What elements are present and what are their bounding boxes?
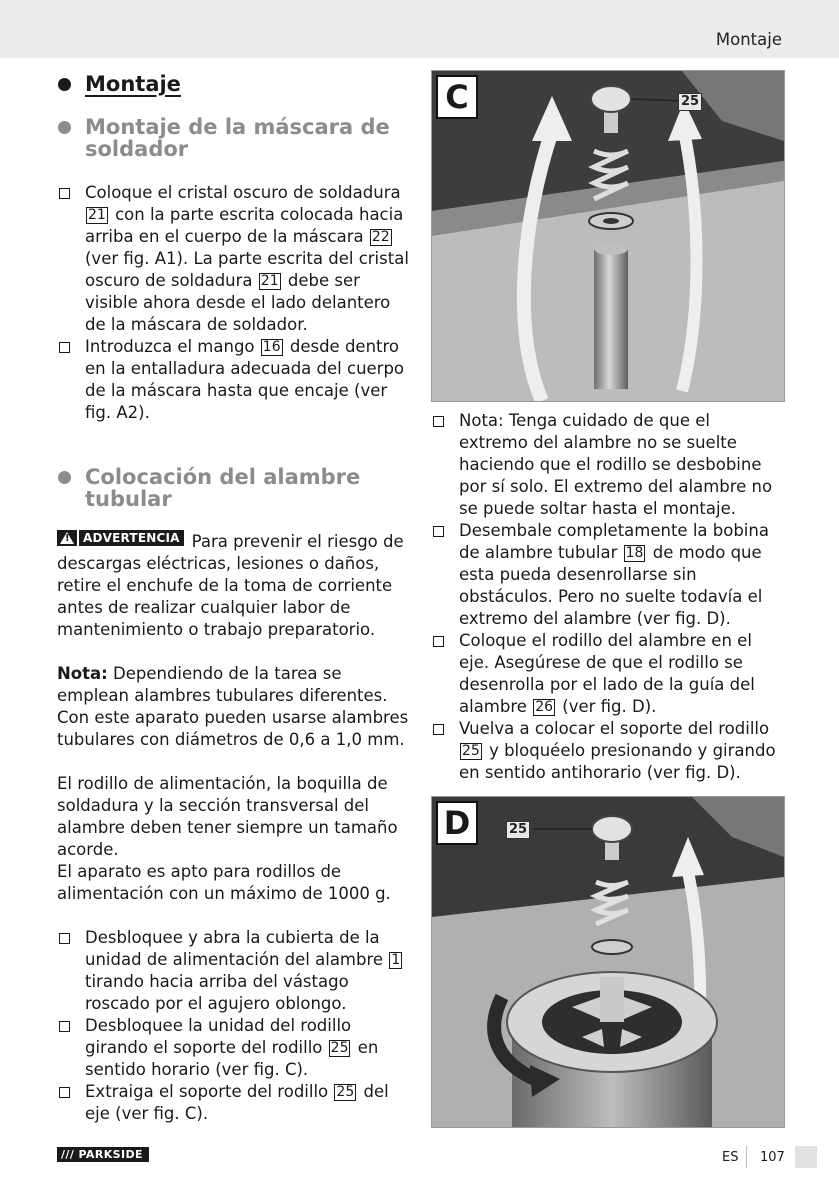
left-column: [57, 72, 409, 1125]
part-ref: 25: [330, 1040, 349, 1056]
figure-c: [431, 70, 785, 402]
checkbox-bullet-icon: [59, 1087, 70, 1098]
checkbox-bullet-icon: [433, 636, 444, 647]
right-column: [431, 70, 783, 1128]
list-item: Introduzca el mango 16 desde dentro en la entalladura adecuada del cuerpo de la máscara hasta que encaje (ver fig. A2).: [57, 336, 409, 424]
heading-bullet-icon: [58, 78, 71, 91]
part-ref: 25: [336, 1084, 355, 1100]
paragraph-capacity: El aparato es apto para rodillos de alimentación con un máximo de 1000 g.: [57, 862, 391, 903]
brand-logo: /// PARKSIDE: [57, 1147, 149, 1162]
heading-bullet-icon: [58, 471, 71, 484]
checkbox-bullet-icon: [59, 188, 70, 199]
list-item: Desembale completamente la bobina de alambre tubular 18 de modo que esta pueda desenrollarse sin obstáculos. Pero no suelte todavía el extremo del alambre (ver fig. D).: [431, 520, 783, 630]
part-ref: 21: [88, 207, 106, 223]
checkbox-bullet-icon: [59, 933, 70, 944]
note-paragraph: Nota: Dependiendo de la tarea se emplean alambres tubulares diferentes. Con este aparato pueden usarse alambres tubulares con diámetros de 0,6 a 1,0 mm.: [57, 664, 409, 749]
checkbox-bullet-icon: [59, 342, 70, 353]
part-ref: 18: [625, 545, 644, 561]
page-tab: [795, 1146, 817, 1168]
paragraph-roller: El rodillo de alimentación, la boquilla de soldadura y la sección transversal del alambre deben tener siempre un tamaño acorde.: [57, 774, 398, 859]
list-item: Extraiga el soporte del rodillo 25 del eje (ver fig. C).: [57, 1081, 409, 1125]
mask-steps: [57, 182, 409, 424]
page-number: 107: [760, 1150, 785, 1165]
footer-language: ES: [722, 1150, 739, 1165]
part-ref: 25: [462, 743, 480, 759]
figure-c-illustration: [432, 71, 784, 401]
list-item: Desbloquee la unidad del rodillo girando el soporte del rodillo 25 en sentido horario (ver fig. C).: [57, 1015, 409, 1081]
list-item: Vuelva a colocar el soporte del rodillo 25 y bloquéelo presionando y girando en sentido antihorario (ver fig. D).: [431, 718, 783, 784]
list-item: Nota: Tenga cuidado de que el extremo del alambre no se suelte haciendo que el rodillo se desbobine por sí solo. El extremo del alambre no se puede soltar hasta el montaje.: [431, 410, 783, 520]
figure-d-callout: 25: [506, 821, 530, 839]
part-ref: 22: [371, 229, 390, 245]
warning-badge: ! ADVERTENCIA: [57, 530, 184, 546]
part-ref: 21: [260, 273, 279, 289]
roller-steps: [431, 410, 783, 784]
checkbox-bullet-icon: [433, 416, 444, 427]
part-ref: 26: [535, 699, 554, 715]
figure-d-illustration: [432, 797, 784, 1127]
checkbox-bullet-icon: [433, 526, 444, 537]
list-item: Coloque el rodillo del alambre en el eje. Asegúrese de que el rodillo se desenrolla por el lado de la guía del alambre 26 (ver fig. D).: [431, 630, 783, 718]
heading-bullet-icon: [58, 121, 71, 134]
part-ref: 16: [262, 339, 281, 355]
figure-d-label: D: [436, 801, 478, 845]
subheading-wire: Colocación del alambre tubular: [57, 466, 409, 510]
section-heading-montaje: Montaje: [57, 72, 409, 96]
checkbox-bullet-icon: [433, 724, 444, 735]
checkbox-bullet-icon: [59, 1021, 70, 1032]
header-title: Montaje: [715, 30, 782, 49]
subheading-mask: Montaje de la máscara de soldador: [57, 116, 409, 160]
figure-c-callout: 25: [678, 93, 702, 111]
part-ref: 1: [391, 952, 401, 968]
footer-divider: [746, 1146, 747, 1168]
warning-triangle-icon: [57, 530, 77, 546]
figure-c-label: C: [436, 75, 478, 119]
list-item: Coloque el cristal oscuro de soldadura 21 con la parte escrita colocada hacia arriba en el cuerpo de la máscara 22 (ver fig. A1). La parte escrita del cristal oscuro de soldadura 21 debe ser visible ahora desde el lado delantero de la máscara de soldador.: [57, 182, 409, 336]
figure-d: [431, 796, 785, 1128]
wire-steps: [57, 927, 409, 1125]
list-item: Desbloquee y abra la cubierta de la unidad de alimentación del alambre 1 tirando hacia arriba del vástago roscado por el agujero oblongo.: [57, 927, 409, 1015]
page-header: [0, 0, 839, 58]
warning-paragraph: ! ADVERTENCIA Para prevenir el riesgo de descargas eléctricas, lesiones o daños, retire el enchufe de la toma de corriente antes de realizar cualquier labor de mantenimiento o trabajo preparatorio.: [57, 530, 409, 641]
